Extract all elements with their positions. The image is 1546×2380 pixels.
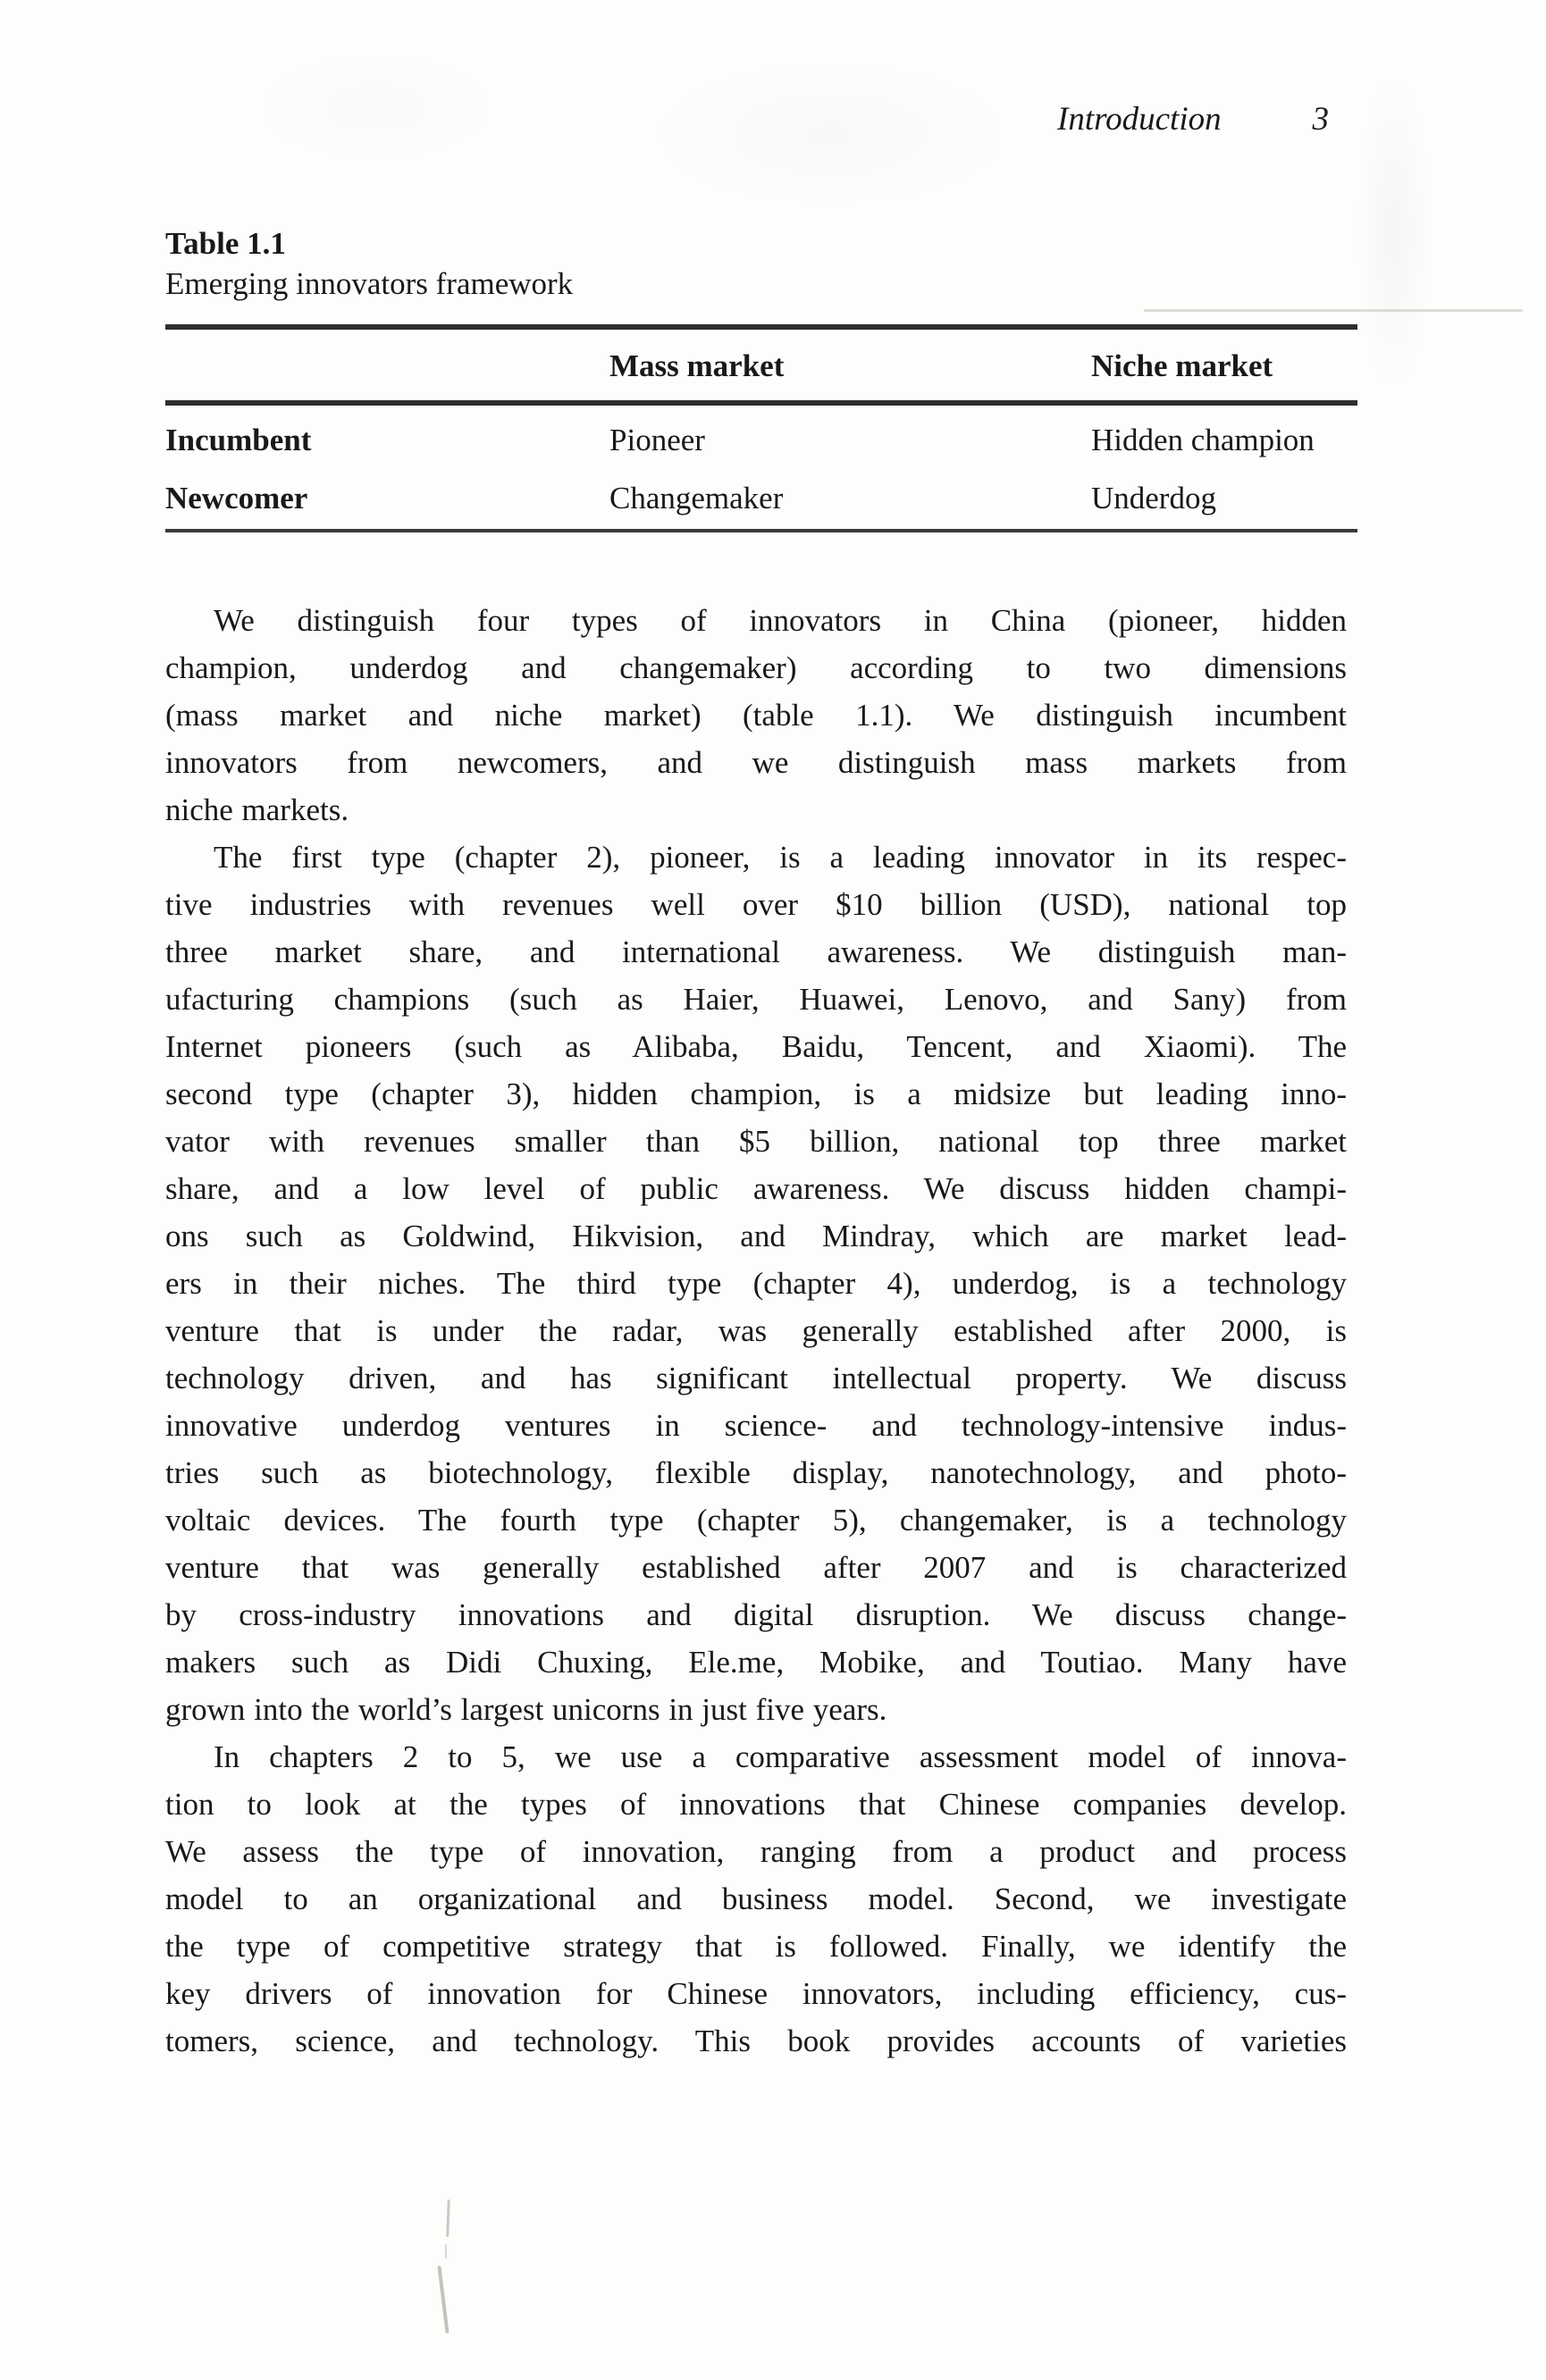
text-line: makers such as Didi Chuxing, Ele.me, Mobike, and Toutiao. Many have <box>165 1645 1347 1680</box>
text-line: voltaic devices. The fourth type (chapter 5), changemaker, is a technology <box>165 1503 1347 1538</box>
table-row-incumbent <box>165 406 1357 460</box>
table-cell: Changemaker <box>609 481 784 515</box>
scan-ghost-line <box>1144 309 1523 312</box>
table-rule-bottom <box>165 529 1357 532</box>
text-line: ers in their niches. The third type (chapter 4), underdog, is a technology <box>165 1266 1347 1301</box>
text-line: venture that was generally established after 2007 and is characterized <box>165 1550 1347 1585</box>
table-cell: Underdog <box>1091 481 1216 515</box>
text-line: vator with revenues smaller than $5 billion, national top three market <box>165 1124 1347 1159</box>
text-line: In chapters 2 to 5, we use a comparative assessment model of innova- <box>214 1739 1347 1774</box>
text-line: tion to look at the types of innovations that Chinese companies develop. <box>165 1787 1347 1822</box>
text-line: innovative underdog ventures in science- and technology-intensive indus- <box>165 1408 1347 1443</box>
text-line: venture that is under the radar, was generally established after 2000, is <box>165 1313 1347 1348</box>
text-line: by cross-industry innovations and digital disruption. We discuss change- <box>165 1597 1347 1632</box>
text-line: We distinguish four types of innovators in China (pioneer, hidden <box>214 603 1347 638</box>
table-label: Table 1.1 <box>165 226 286 261</box>
text-line: tomers, science, and technology. This book provides accounts of varieties <box>165 2024 1347 2058</box>
text-line: Internet pioneers (such as Alibaba, Baidu, Tencent, and Xiaomi). The <box>165 1029 1347 1064</box>
text-line: key drivers of innovation for Chinese innovators, including efficiency, cus- <box>165 1976 1347 2011</box>
col-header-stub <box>165 347 609 386</box>
text-line: tries such as biotechnology, flexible display, nanotechnology, and photo- <box>165 1455 1347 1490</box>
table-caption: Emerging innovators framework <box>165 266 574 301</box>
text-line: ufacturing champions (such as Haier, Huawei, Lenovo, and Sany) from <box>165 982 1347 1017</box>
scan-artifact-stroke <box>437 2266 449 2334</box>
row-label: Newcomer <box>165 481 308 515</box>
text-line: champion, underdog and changemaker) according to two dimensions <box>165 650 1347 685</box>
text-line: technology driven, and has significant intellectual property. We discuss <box>165 1361 1347 1395</box>
text-line: ons such as Goldwind, Hikvision, and Mindray, which are market lead- <box>165 1219 1347 1253</box>
text-line: tive industries with revenues well over $10 billion (USD), national top <box>165 887 1347 922</box>
col-header-niche-market: Niche market <box>1091 348 1273 383</box>
table-cell: Pioneer <box>609 423 705 457</box>
table-header-row <box>165 330 1357 400</box>
text-line: The first type (chapter 2), pioneer, is a leading innovator in its respec- <box>214 840 1347 875</box>
text-line: the type of competitive strategy that is followed. Finally, we identify the <box>165 1929 1347 1964</box>
col-header-mass-market: Mass market <box>609 348 785 383</box>
running-head <box>1057 100 1329 139</box>
table-block <box>165 223 1357 532</box>
text-line: innovators from newcomers, and we distinguish mass markets from <box>165 745 1347 780</box>
scan-artifact-dot <box>445 2244 447 2258</box>
running-head-title: Introduction <box>1057 101 1222 138</box>
text-line: (mass market and niche market) (table 1.1). We distinguish incumbent <box>165 698 1347 733</box>
row-label: Incumbent <box>165 423 312 457</box>
scan-artifact-stroke <box>446 2200 450 2237</box>
body-text <box>165 597 1347 2065</box>
text-line: model to an organizational and business model. Second, we investigate <box>165 1881 1347 1916</box>
text-line: niche markets. <box>165 792 349 827</box>
text-line: We assess the type of innovation, ranging from a product and process <box>165 1834 1347 1869</box>
table-row-newcomer <box>165 460 1357 518</box>
text-line: second type (chapter 3), hidden champion, is a midsize but leading inno- <box>165 1077 1347 1111</box>
text-line: three market share, and international awareness. We distinguish man- <box>165 934 1347 969</box>
text-line: grown into the world’s largest unicorns in just five years. <box>165 1692 887 1727</box>
text-line: share, and a low level of public awareness. We discuss hidden champi- <box>165 1171 1347 1206</box>
page-number: 3 <box>1312 101 1329 138</box>
table-cell: Hidden champion <box>1091 423 1315 457</box>
